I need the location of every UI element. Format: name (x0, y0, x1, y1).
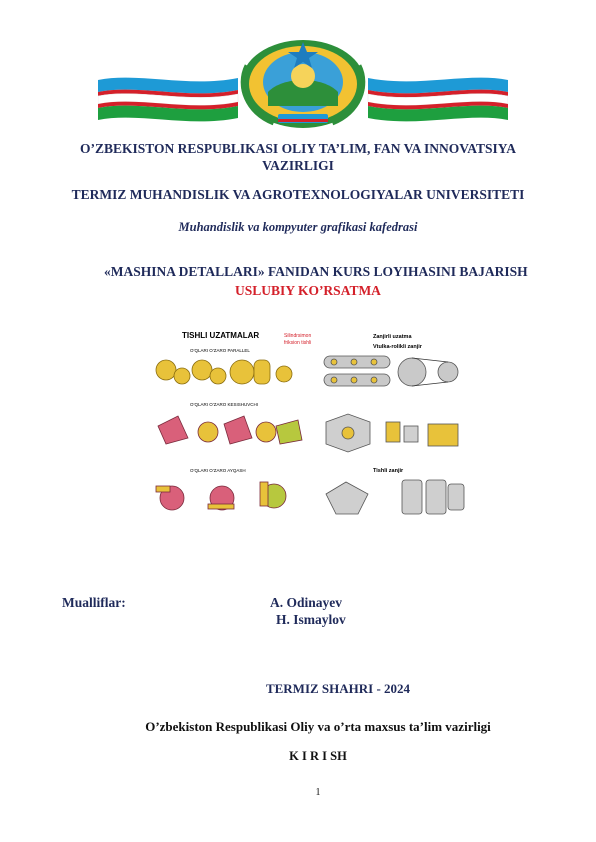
toothed-chain (326, 480, 464, 514)
author-name: A. Odinayev (270, 595, 343, 610)
section-crossed: O’QLARI O’ZARO AYQASH (190, 468, 246, 473)
city-year: TERMIZ SHAHRI - 2024 (265, 681, 411, 696)
gear-transmissions-figure (148, 326, 473, 531)
page-number: 1 (315, 787, 321, 798)
chain-title: Zanjirli uzatma (373, 334, 412, 340)
skew-gears-row (156, 482, 286, 510)
department-name: Muhandislik va kompyuter grafikasi kafedrasi (178, 220, 418, 234)
sprockets (326, 414, 458, 452)
figure-side-note-1: Silindrsimon (284, 333, 312, 339)
authors-label: Mualliflar: (62, 595, 126, 610)
ministry-title: O’ZBEKISTON RESPUBLIKASI OLIY TA’LIM, FAN VA INNOVATSIYA VAZIRLIGI (80, 141, 516, 173)
flag-ribbon-right (368, 78, 508, 122)
figure-side-note-2: friksion tishli (284, 340, 312, 346)
guide-title: USLUBIY KO’RSATMA (235, 283, 381, 298)
intro-heading: K I R I SH (289, 749, 347, 763)
toothed-chain-label: Tishli zanjir (373, 468, 404, 474)
figure-heading: TISHLI UZATMALAR (182, 331, 260, 340)
section-intersecting: O’QLARI O’ZARO KESISHUVCHI (190, 402, 259, 407)
emblem-center (241, 40, 365, 128)
footer-ministry: O’zbekiston Respublikasi Oliy va o’rta maxsus ta’lim vazirligi (145, 719, 491, 734)
spur-gears-row (156, 360, 292, 384)
state-emblem (98, 36, 508, 128)
bevel-gears-row (158, 416, 302, 444)
university-name: TERMIZ MUHANDISLIK VA AGROTEXNOLOGIYALAR UNIVERSITETI (71, 187, 525, 202)
flag-ribbon-left (98, 78, 238, 122)
roller-chain (324, 356, 458, 386)
chain-subtitle: Vtulka-rolikli zanjir (373, 344, 422, 350)
course-title: «MASHINA DETALLARI» FANIDAN KURS LOYIHASINI BAJARISH (104, 264, 528, 279)
section-parallel: O’QLARI O’ZARO PARALLEL (190, 348, 250, 353)
author-name: H. Ismaylov (276, 612, 346, 627)
